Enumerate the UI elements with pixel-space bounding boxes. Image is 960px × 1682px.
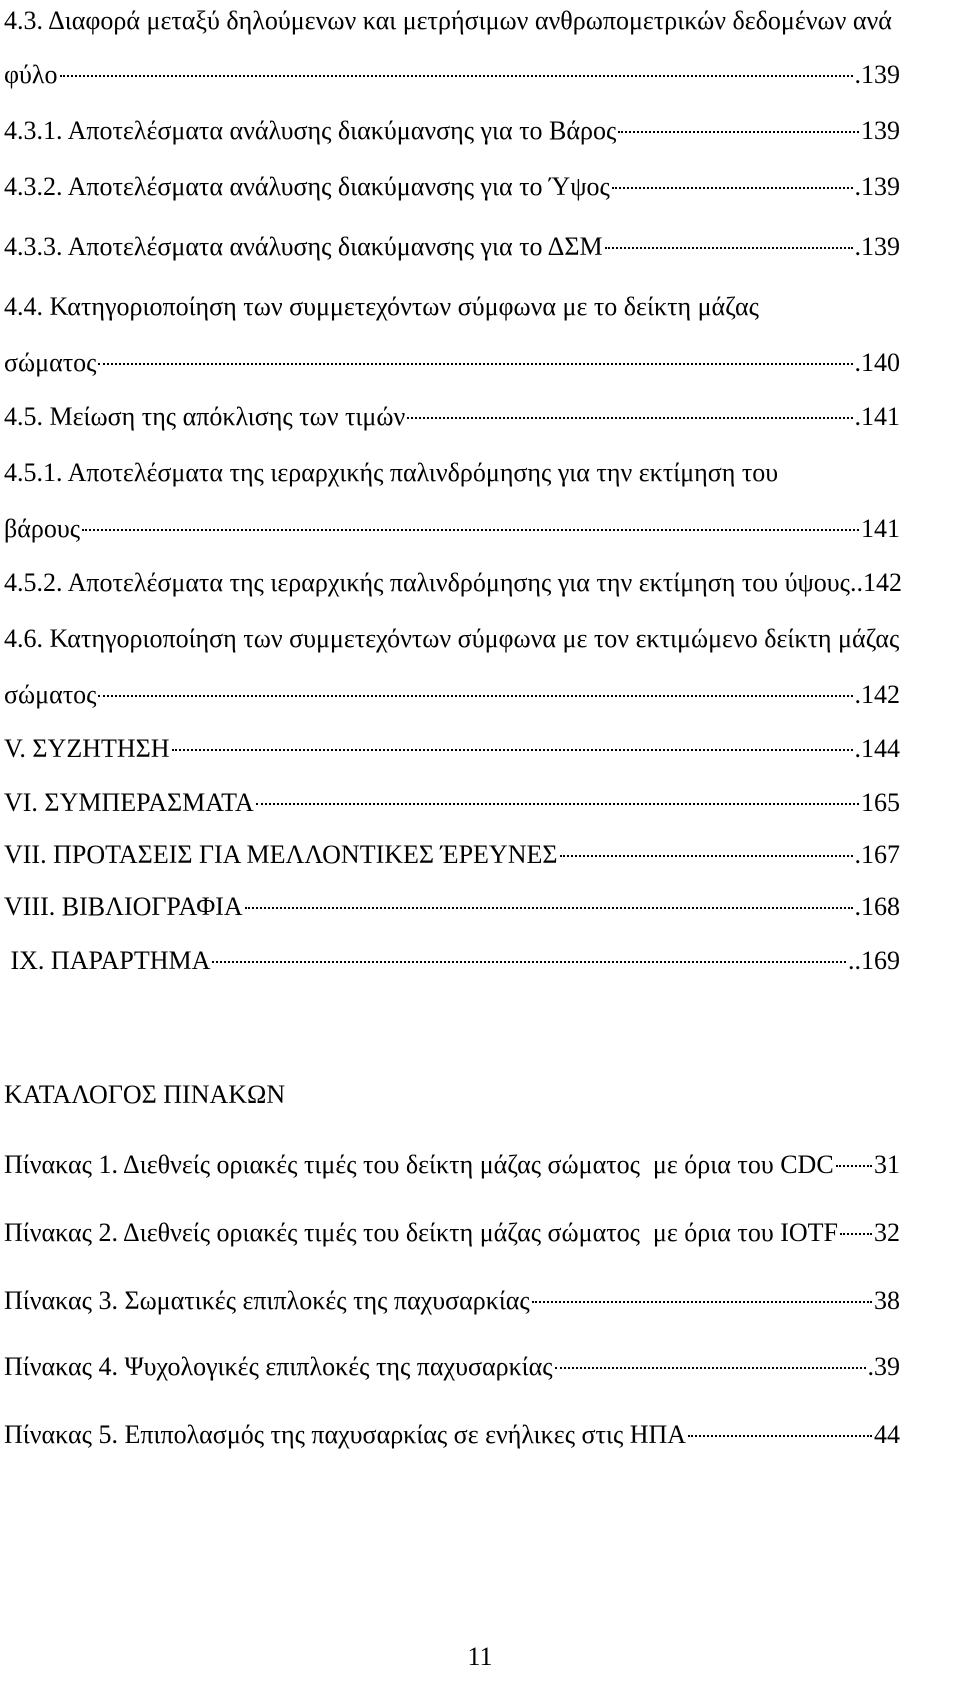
toc-entry-ix[interactable]	[4, 944, 900, 978]
toc-entry-vi[interactable]	[4, 786, 900, 820]
dot-leader	[172, 749, 853, 751]
dot-leader	[555, 1367, 866, 1369]
toc-entry-page: .167	[854, 840, 900, 869]
table-entry-1[interactable]	[4, 1148, 900, 1182]
tables-heading: ΚΑΤΑΛΟΓΟΣ ΠΙΝΑΚΩΝ	[4, 1080, 286, 1109]
dot-leader	[605, 247, 853, 249]
toc-entry-page: 141	[861, 514, 900, 543]
table-entry-page: 31	[874, 1150, 900, 1179]
toc-entry-text: 4.3.2. Αποτελέσματα ανάλυσης διακύμανσης για το Ύψος	[4, 172, 610, 201]
dot-leader	[618, 131, 859, 133]
dot-leader	[836, 1165, 872, 1167]
toc-entry-page: .139	[854, 232, 900, 261]
toc-entry-text: σώματος	[4, 348, 97, 377]
toc-entry-page: .140	[854, 348, 900, 377]
dot-leader	[256, 803, 859, 805]
dot-leader	[212, 961, 846, 963]
toc-entry-4-3[interactable]	[4, 58, 900, 92]
table-entry-3[interactable]	[4, 1284, 900, 1318]
toc-entry-text: 4.3.3. Αποτελέσματα ανάλυσης διακύμανσης για το ΔΣΜ	[4, 232, 603, 261]
dot-leader	[688, 1435, 872, 1437]
toc-entry-4-3-heading: 4.3. Διαφορά μεταξύ δηλούμενων και μετρήσιμων ανθρωπομετρικών δεδομένων ανά	[4, 6, 892, 35]
toc-entry-text: φύλο	[4, 60, 58, 89]
toc-entry-4-5-2[interactable]	[4, 566, 900, 600]
toc-entry-4-4-heading: 4.4. Κατηγοριοποίηση των συμμετεχόντων σύμφωνα με το δείκτη μάζας	[4, 292, 759, 321]
toc-entry-4-6-heading: 4.6. Κατηγοριοποίηση των συμμετεχόντων σύμφωνα με τον εκτιμώμενο δείκτη μάζας	[4, 624, 900, 653]
page-number: 11	[467, 1642, 493, 1671]
toc-entry-text: VII. ΠΡΟΤΑΣΕΙΣ ΓΙΑ ΜΕΛΛΟΝΤΙΚΕΣ ΈΡΕΥΝΕΣ	[4, 840, 558, 869]
dot-leader	[98, 363, 852, 365]
table-entry-text: Πίνακας 1. Διεθνείς οριακές τιμές του δείκτη μάζας σώματος με όρια του CDC	[4, 1150, 834, 1179]
toc-entry-text: 4.5. Μείωση της απόκλισης των τιμών	[4, 402, 406, 431]
toc-entry-4-3-2[interactable]	[4, 170, 900, 204]
toc-entry-text: βάρους	[4, 514, 80, 543]
toc-entry-text: 4.5.2. Αποτελέσματα της ιεραρχικής παλινδρόμησης για την εκτίμηση του ύψους	[4, 568, 850, 597]
dot-leader	[560, 855, 853, 857]
toc-entry-page: .144	[854, 734, 900, 763]
dot-leader	[612, 187, 853, 189]
table-entry-2[interactable]	[4, 1216, 900, 1250]
table-entry-text: Πίνακας 2. Διεθνείς οριακές τιμές του δείκτη μάζας σώματος με όρια του IOTF	[4, 1218, 838, 1247]
table-entry-4[interactable]	[4, 1350, 900, 1384]
toc-entry-4-6[interactable]	[4, 678, 900, 712]
dot-leader	[98, 695, 852, 697]
table-entry-text: Πίνακας 3. Σωματικές επιπλοκές της παχυσαρκίας	[4, 1286, 530, 1315]
toc-entry-page: .141	[854, 402, 900, 431]
toc-entry-page: ..169	[848, 946, 900, 975]
dot-leader	[407, 417, 852, 419]
toc-entry-text: V. ΣΥΖΗΤΗΣΗ	[4, 734, 170, 763]
toc-entry-page: .168	[854, 892, 900, 921]
toc-entry-vii[interactable]	[4, 838, 900, 872]
toc-entry-text: VI. ΣΥΜΠΕΡΑΣΜΑΤΑ	[4, 788, 254, 817]
toc-entry-page: ..142	[849, 568, 902, 597]
table-entry-text: Πίνακας 4. Ψυχολογικές επιπλοκές της παχυσαρκίας	[4, 1352, 553, 1381]
dot-leader	[245, 907, 853, 909]
toc-entry-4-5-1-heading: 4.5.1. Αποτελέσματα της ιεραρχικής παλινδρόμησης για την εκτίμηση του	[4, 458, 779, 487]
toc-entry-text: VIII. ΒΙΒΛΙΟΓΡΑΦΙΑ	[4, 892, 243, 921]
dot-leader	[840, 1233, 872, 1235]
toc-entry-4-5[interactable]	[4, 400, 900, 434]
dot-leader	[60, 75, 853, 77]
toc-entry-4-3-1[interactable]	[4, 114, 900, 148]
table-entry-5[interactable]	[4, 1418, 900, 1452]
toc-entry-page: 165	[861, 788, 900, 817]
toc-entry-page: .139	[854, 172, 900, 201]
toc-entry-page: .142	[854, 680, 900, 709]
table-entry-page: 32	[874, 1218, 900, 1247]
table-entry-text: Πίνακας 5. Επιπολασμός της παχυσαρκίας σε ενήλικες στις ΗΠΑ	[4, 1420, 687, 1449]
toc-entry-page: .139	[854, 60, 900, 89]
toc-entry-4-4[interactable]	[4, 346, 900, 380]
toc-entry-page: 139	[861, 116, 900, 145]
toc-entry-v[interactable]	[4, 732, 900, 766]
table-entry-page: 38	[874, 1286, 900, 1315]
dot-leader	[82, 529, 859, 531]
table-entry-page: .39	[867, 1352, 900, 1381]
table-entry-page: 44	[874, 1420, 900, 1449]
toc-entry-text: σώματος	[4, 680, 97, 709]
toc-entry-viii[interactable]	[4, 890, 900, 924]
toc-entry-text: 4.3.1. Αποτελέσματα ανάλυσης διακύμανσης για το Βάρος	[4, 116, 617, 145]
toc-entry-4-5-1[interactable]	[4, 512, 900, 546]
dot-leader	[532, 1301, 872, 1303]
toc-entry-text: IX. ΠΑΡΑΡΤΗΜΑ	[4, 946, 211, 975]
toc-entry-4-3-3[interactable]	[4, 230, 900, 264]
